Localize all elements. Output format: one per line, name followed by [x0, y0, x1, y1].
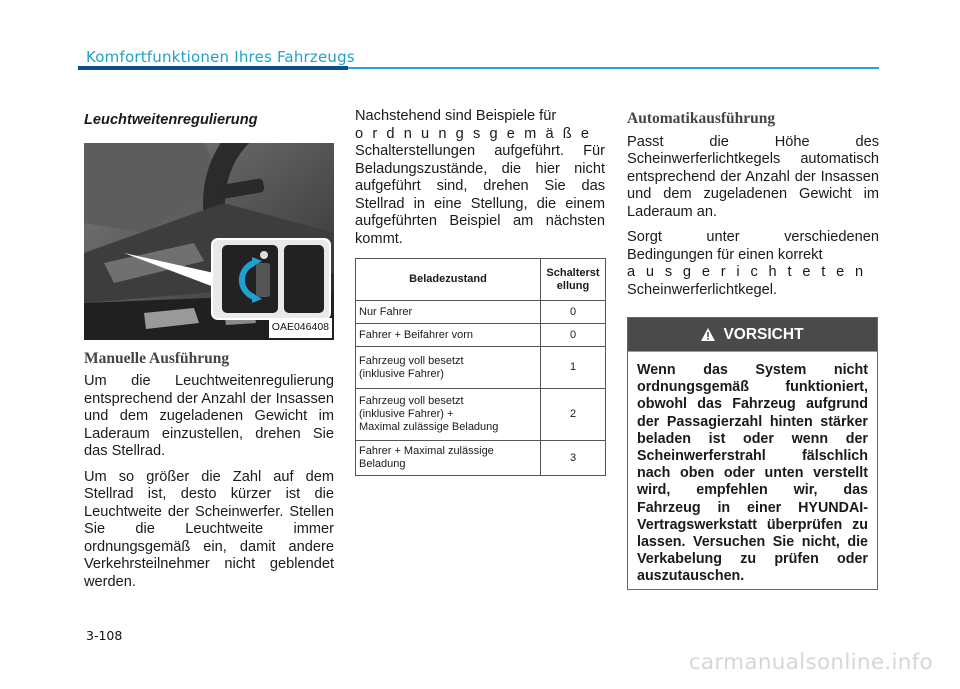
header-load-state: Beladezustand [356, 259, 541, 301]
caution-header [628, 318, 877, 352]
row-switch-value: 0 [541, 324, 606, 347]
column-middle [355, 108, 605, 476]
intro-rest: Schalterstellungen aufgeführt. Für Beladungszustände, die hier nicht aufgeführt sind, drehen Sie das Stellrad in eine Stellung, die einem aufgeführten Beispiel am nächsten kommt. [355, 143, 605, 247]
warning-triangle-icon [701, 328, 715, 341]
table-row [356, 389, 606, 441]
row-switch-value: 1 [541, 347, 606, 389]
table-row [356, 324, 606, 347]
auto-heading: Automatikausführung [627, 110, 776, 127]
manual-heading: Manuelle Ausführung [84, 349, 230, 367]
row-load-state: Nur Fahrer [356, 301, 541, 324]
auto-paragraph-2-end: Scheinwerferlichtkegel. [627, 281, 778, 298]
auto-paragraph-1: Passt die Höhe des Scheinwerferlichtkegels automatisch entsprechend der Anzahl der Insassen und dem zugeladenen Gewicht im Laderaum an. [627, 133, 879, 220]
row-load-state: Fahrer + Maximal zulässige Beladung [356, 441, 541, 476]
caution-text: Wenn das System nicht ordnungsgemäß funktioniert, obwohl das Fahrzeug aufgrund der Passagierzahl hinten stärker beladen ist oder wenn der Scheinwerferstrahl fälschlich nach oben oder unten verstellt wird, empfehlen wir, das Fahrzeug in einer HYUNDAI-Vertragswerkstatt überprüfen zu lassen. Versuchen Sie nicht, die Verkabelung zu prüfen oder auszutauschen. [637, 362, 868, 585]
table-row [356, 441, 606, 476]
manual-paragraph-1: Um die Leuchtweitenregulierung entsprechend der Anzahl der Insassen und dem zugeladenen Gewicht im Laderaum einzustellen, drehen Sie das Stellrad. [84, 373, 334, 459]
column-right [627, 108, 879, 590]
intro-spaced-word: ordnungsgemäße [355, 125, 599, 142]
row-switch-value: 3 [541, 441, 606, 476]
photo-code: OAE046408 [269, 318, 332, 338]
row-switch-value: 0 [541, 301, 606, 324]
caution-box [627, 317, 878, 590]
table-header-row [356, 259, 606, 301]
headlamp-leveling-illustration [84, 143, 334, 340]
header-rule-light [348, 67, 879, 69]
table-row [356, 347, 606, 389]
column-left [84, 108, 334, 599]
auto-spaced-word: ausgerichteten [627, 264, 874, 280]
intro-line-1: Nachstehend sind Beispiele für [355, 108, 557, 124]
header-rule-dark [78, 66, 348, 70]
row-load-state: Fahrzeug voll besetzt (inklusive Fahrer) [356, 347, 541, 389]
auto-paragraph-2: Sorgt unter verschiedenen Bedingungen für einen korrekt [627, 229, 879, 263]
row-load-state: Fahrzeug voll besetzt (inklusive Fahrer) + Maximal zulässige Beladung [356, 389, 541, 441]
header-switch-position: Schalterst ellung [541, 259, 606, 301]
row-switch-value: 2 [541, 389, 606, 441]
table-row [356, 301, 606, 324]
watermark: carmanualsonline.info [688, 650, 933, 675]
manual-paragraph-2: Um so größer die Zahl auf dem Stellrad ist, desto kürzer ist die Leuchtweite der Scheinwerfer. Stellen Sie die Leuchtweite immer ordnungsgemäß ein, damit andere Verkehrsteilnehmer nicht geblendet werden. [84, 468, 334, 590]
chapter-title: Komfortfunktionen Ihres Fahrzeugs [86, 48, 355, 66]
caution-title: VORSICHT [723, 325, 804, 343]
dashboard-photo [84, 143, 334, 340]
page-number: 3-108 [86, 628, 123, 643]
load-table [355, 258, 606, 476]
section-heading: Leuchtweitenregulierung [84, 112, 258, 128]
row-load-state: Fahrer + Beifahrer vorn [356, 324, 541, 347]
